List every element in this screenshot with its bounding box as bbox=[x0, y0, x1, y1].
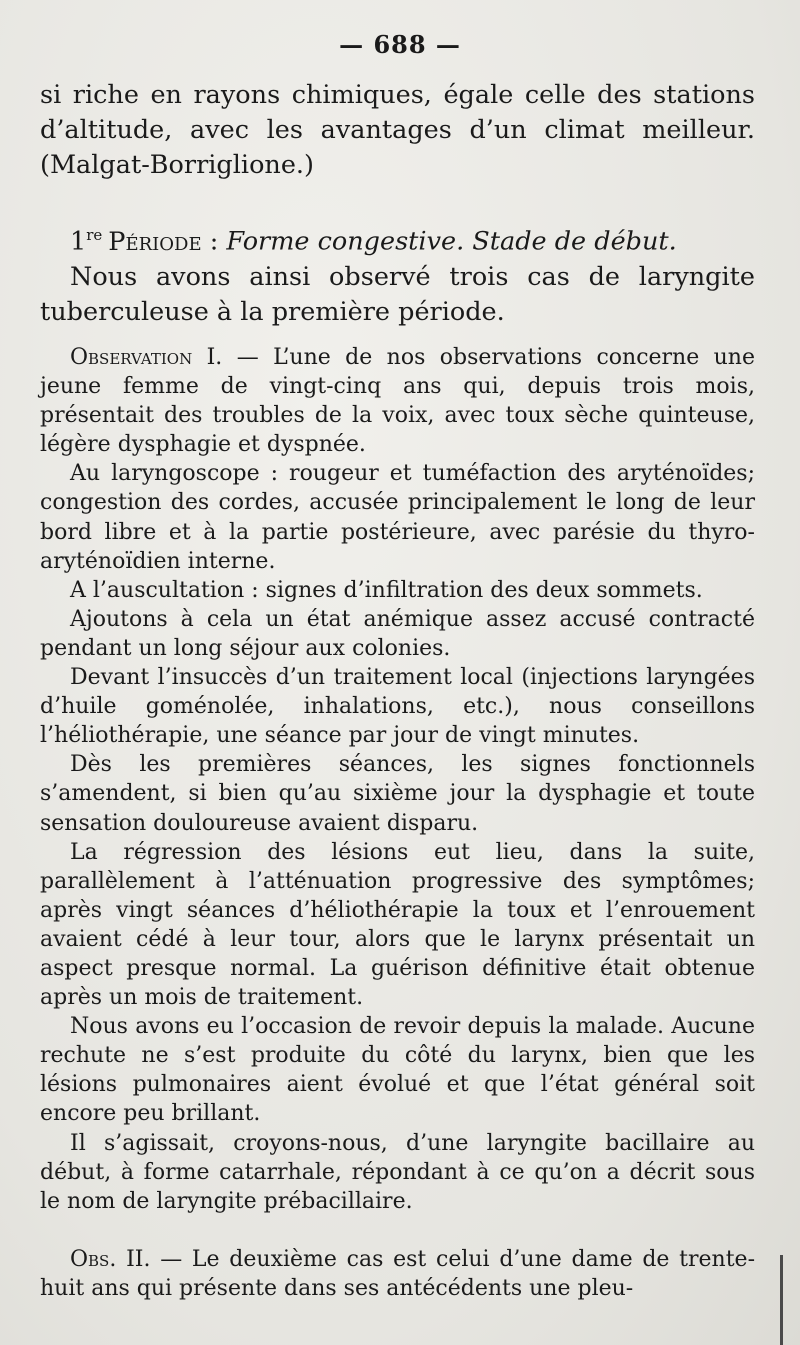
period-heading-separator: : bbox=[201, 226, 227, 257]
period-heading-label: Période bbox=[108, 226, 202, 257]
observation-1-paragraph-6: Dès les premières séances, les signes fonctionnels s’amendent, si bien qu’au sixième jour la dysphagie et toute sensation douloureuse avaient disparu. bbox=[40, 752, 755, 836]
observation-1-paragraph-1 bbox=[40, 343, 755, 459]
page-number: — 688 — bbox=[339, 30, 461, 59]
period-heading bbox=[40, 218, 755, 260]
observation-1-paragraph-8: Nous avons eu l’occasion de revoir depuis la malade. Aucune rechute ne s’est produite du côté du larynx, bien que les lésions pulmonaires aient évolué et que l’état général soit encore peu brillant. bbox=[40, 1014, 755, 1127]
observation-2-label: Obs. II. bbox=[70, 1247, 151, 1272]
observation-1-text-1: — L’une de nos observations concerne une jeune femme de vingt-cinq ans qui, depuis trois mois, présentait des troubles de la voix, avec toux sèche quinteuse, légère dysphagie et dyspnée. bbox=[40, 345, 755, 458]
page-edge-line bbox=[780, 1255, 783, 1345]
observation-1-label: Observation I. bbox=[70, 345, 223, 370]
observation-1-paragraph-2: Au laryngoscope : rougeur et tuméfaction des aryténoïdes; congestion des cordes, accusée principalement le long de leur bord libre et à la partie postérieure, avec parésie du thyro-aryténoïdien interne. bbox=[40, 461, 755, 574]
observation-2-section bbox=[40, 1245, 755, 1303]
period-section bbox=[40, 218, 755, 330]
observation-1-paragraph-5: Devant l’insuccès d’un traitement local (injections laryngées d’huile goménolée, inhalations, etc.), nous conseillons l’héliothérapie, une séance par jour de vingt minutes. bbox=[40, 665, 755, 749]
observation-2-paragraph bbox=[40, 1245, 755, 1303]
observation-1-paragraph-4: Ajoutons à cela un état anémique assez accusé contracté pendant un long séjour aux colonies. bbox=[40, 606, 755, 661]
observation-2-text: — Le deuxième cas est celui d’une dame de trente-huit ans qui présente dans ses antécédents une pleu- bbox=[40, 1247, 756, 1302]
period-heading-superscript: re bbox=[86, 226, 103, 244]
observation-1-paragraph-3: A l’auscultation : signes d’infiltration des deux sommets. bbox=[70, 577, 703, 603]
period-heading-italic: Forme congestive. Stade de début. bbox=[226, 226, 677, 257]
observation-1-section bbox=[40, 343, 755, 1216]
intro-paragraph-block bbox=[40, 78, 755, 183]
intro-paragraph: si riche en rayons chimiques, égale celle des stations d’altitude, avec les avantages d’un climat meilleur. (Malgat-Borriglione.) bbox=[40, 80, 755, 180]
period-heading-number: 1 bbox=[70, 226, 87, 257]
period-paragraph: Nous avons ainsi observé trois cas de laryngite tuberculeuse à la première période. bbox=[40, 261, 755, 327]
observation-1-paragraph-9: Il s’agissait, croyons-nous, d’une laryngite bacillaire au début, à forme catarrhale, répondant à ce qu’on a décrit sous le nom de laryngite prébacillaire. bbox=[40, 1130, 755, 1214]
observation-1-paragraph-7: La régression des lésions eut lieu, dans la suite, parallèlement à l’atténuation progressive des symptômes; après vingt séances d’héliothérapie la toux et l’enrouement avaient cédé à leur tour, alors que le larynx présentait un aspect presque normal. La guérison définitive était obtenue après un mois de traitement. bbox=[40, 839, 755, 1011]
